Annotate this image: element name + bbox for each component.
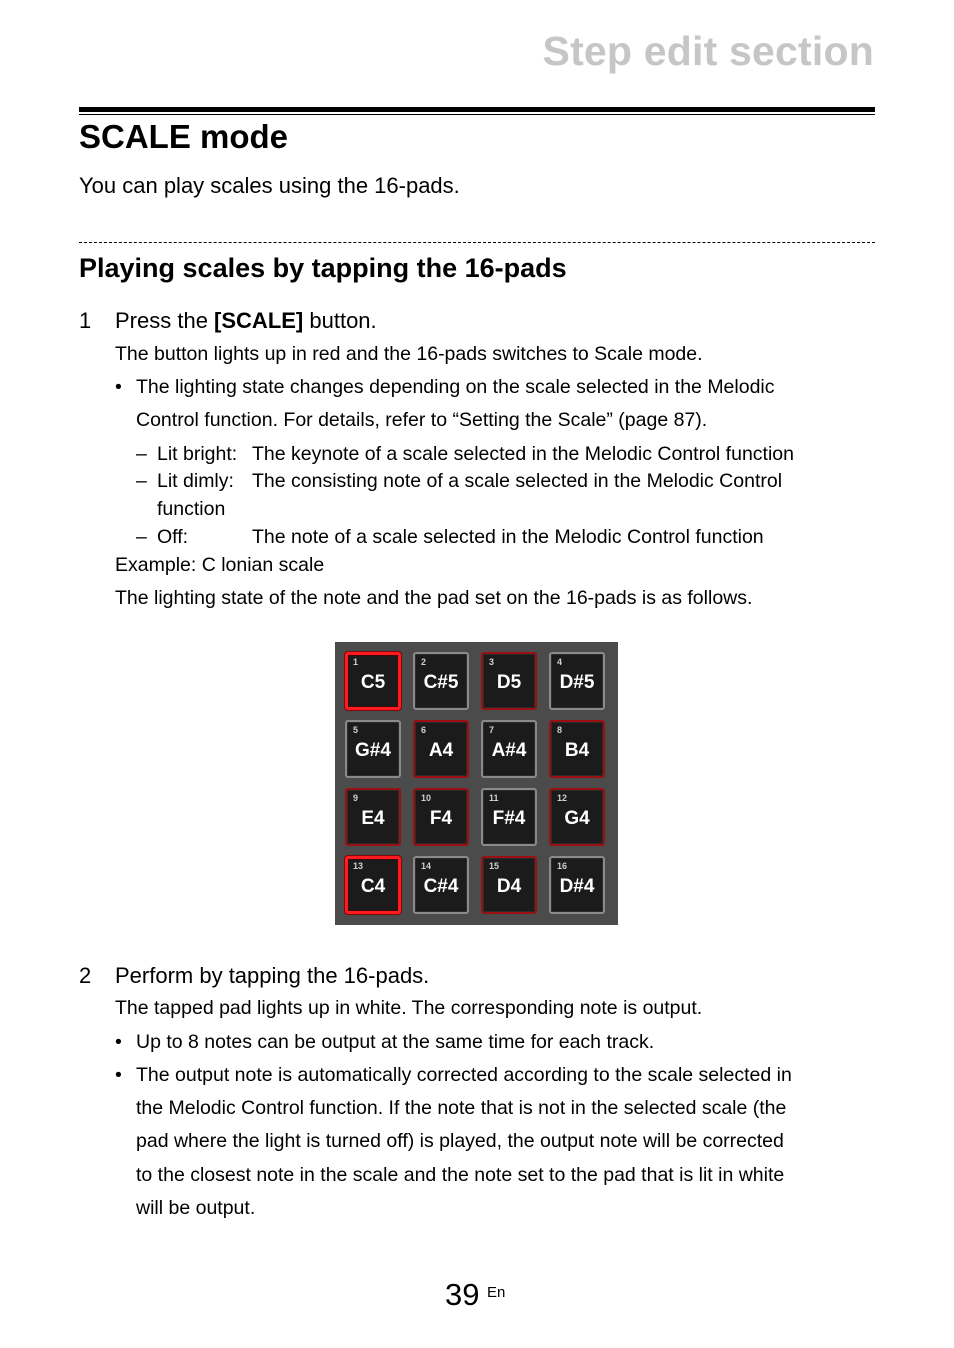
pad-number: 10	[421, 793, 432, 803]
step-2-bullet-2-line: will be output.	[136, 1197, 256, 1219]
pad-number: 16	[557, 861, 568, 871]
step-2-bullet-2-line: the Melodic Control function. If the note that is not in the selected scale (the	[136, 1097, 787, 1119]
step-1-text-before: Press the	[115, 308, 215, 333]
pad-4[interactable]	[549, 652, 605, 710]
pad-number: 3	[489, 657, 495, 667]
step-2-instruction: Perform by tapping the 16-pads.	[115, 963, 430, 988]
header-rule-thick	[79, 107, 875, 112]
pad-note: F#4	[492, 808, 526, 829]
pad-12[interactable]	[549, 788, 605, 846]
pad-11[interactable]	[481, 788, 537, 846]
pad-number: 2	[421, 657, 427, 667]
step-2-bullet-1: Up to 8 notes can be output at the same time for each track.	[136, 1031, 655, 1053]
step-1-instruction	[115, 308, 377, 334]
pad-number: 5	[353, 725, 359, 735]
pad-number: 13	[353, 861, 364, 871]
header-rule-thin	[79, 114, 875, 115]
step-1-bullet-line-2: Control function. For details, refer to “Setting the Scale” (page 87).	[136, 409, 708, 431]
state-item-off: –	[136, 526, 147, 548]
pad-1[interactable]	[345, 652, 401, 710]
step-2-number: 2	[79, 963, 92, 988]
step-1-number: 1	[79, 308, 92, 333]
section-header: Step edit section	[542, 28, 874, 74]
pad-note: C#5	[423, 672, 459, 693]
intro-text: You can play scales using the 16-pads.	[79, 173, 460, 198]
pad-number: 6	[421, 725, 427, 735]
pad-number: 9	[353, 793, 359, 803]
step-1-bullet-line-1: The lighting state changes depending on the scale selected in the Melodic	[136, 376, 775, 398]
step-2-bullet-2-line: pad where the light is turned off) is played, the output note will be corrected	[136, 1130, 784, 1152]
state-desc-off: The note of a scale selected in the Melodic Control function	[252, 526, 764, 548]
pads-intro: The lighting state of the note and the pad set on the 16-pads is as follows.	[115, 587, 753, 609]
pad-note: E4	[361, 808, 385, 829]
step-2-description: The tapped pad lights up in white. The corresponding note is output.	[115, 997, 703, 1019]
pad-note: D5	[496, 672, 522, 693]
pad-number: 8	[557, 725, 563, 735]
pad-3[interactable]	[481, 652, 537, 710]
page-title: SCALE mode	[79, 118, 289, 155]
pad-13[interactable]	[345, 856, 401, 914]
step-1-description: The button lights up in red and the 16-pads switches to Scale mode.	[115, 343, 703, 365]
pad-note: G4	[564, 808, 590, 829]
step-2-bullet-2-line: to the closest note in the scale and the note set to the pad that is lit in white	[136, 1164, 785, 1186]
state-desc-dim-cont: function	[157, 498, 226, 520]
state-desc-dim: The consisting note of a scale selected in the Melodic Control	[252, 470, 783, 492]
pad-grid	[335, 642, 618, 925]
pad-note: B4	[564, 740, 590, 761]
bullet-marker: •	[115, 1031, 122, 1053]
pad-note: C4	[360, 876, 386, 897]
pad-number: 4	[557, 657, 563, 667]
subsection-title: Playing scales by tapping the 16-pads	[79, 253, 567, 283]
state-item-dim: –	[136, 470, 147, 492]
pad-note: F4	[429, 808, 453, 829]
pad-note: D#5	[559, 672, 595, 693]
pad-6[interactable]	[413, 720, 469, 778]
pad-note: A4	[428, 740, 454, 761]
pad-note: A#4	[491, 740, 527, 761]
pad-14[interactable]	[413, 856, 469, 914]
pad-number: 1	[353, 657, 359, 667]
example-label: Example: C lonian scale	[115, 554, 325, 576]
state-item-bright: –	[136, 443, 147, 465]
pad-note: C5	[360, 672, 386, 693]
pad-note: G#4	[355, 740, 391, 761]
bullet-marker: •	[115, 1064, 122, 1086]
pad-8[interactable]	[549, 720, 605, 778]
pad-2[interactable]	[413, 652, 469, 710]
pad-number: 7	[489, 725, 495, 735]
page-number: 39	[445, 1277, 480, 1312]
pad-9[interactable]	[345, 788, 401, 846]
dashed-divider	[79, 242, 875, 243]
pad-note: C#4	[423, 876, 459, 897]
pad-number: 12	[557, 793, 568, 803]
bullet-marker: •	[115, 376, 122, 398]
pad-number: 11	[489, 793, 499, 803]
page-language: En	[487, 1284, 506, 1301]
scale-button-label: [SCALE]	[214, 308, 304, 333]
pad-number: 14	[421, 861, 432, 871]
pad-10[interactable]	[413, 788, 469, 846]
step-2-bullet-2-line: The output note is automatically corrected according to the scale selected in	[136, 1064, 792, 1086]
state-label-off: Off:	[157, 526, 189, 548]
pad-5[interactable]	[345, 720, 401, 778]
pad-16[interactable]	[549, 856, 605, 914]
state-label-bright: Lit bright:	[157, 443, 238, 465]
pad-note: D#4	[559, 876, 595, 897]
pad-note: D4	[496, 876, 522, 897]
state-desc-bright: The keynote of a scale selected in the Melodic Control function	[252, 443, 794, 465]
step-1-text-after: button.	[303, 308, 377, 333]
pad-15[interactable]	[481, 856, 537, 914]
pad-7[interactable]	[481, 720, 537, 778]
state-label-dim: Lit dimly:	[157, 470, 234, 492]
pad-number: 15	[489, 861, 500, 871]
